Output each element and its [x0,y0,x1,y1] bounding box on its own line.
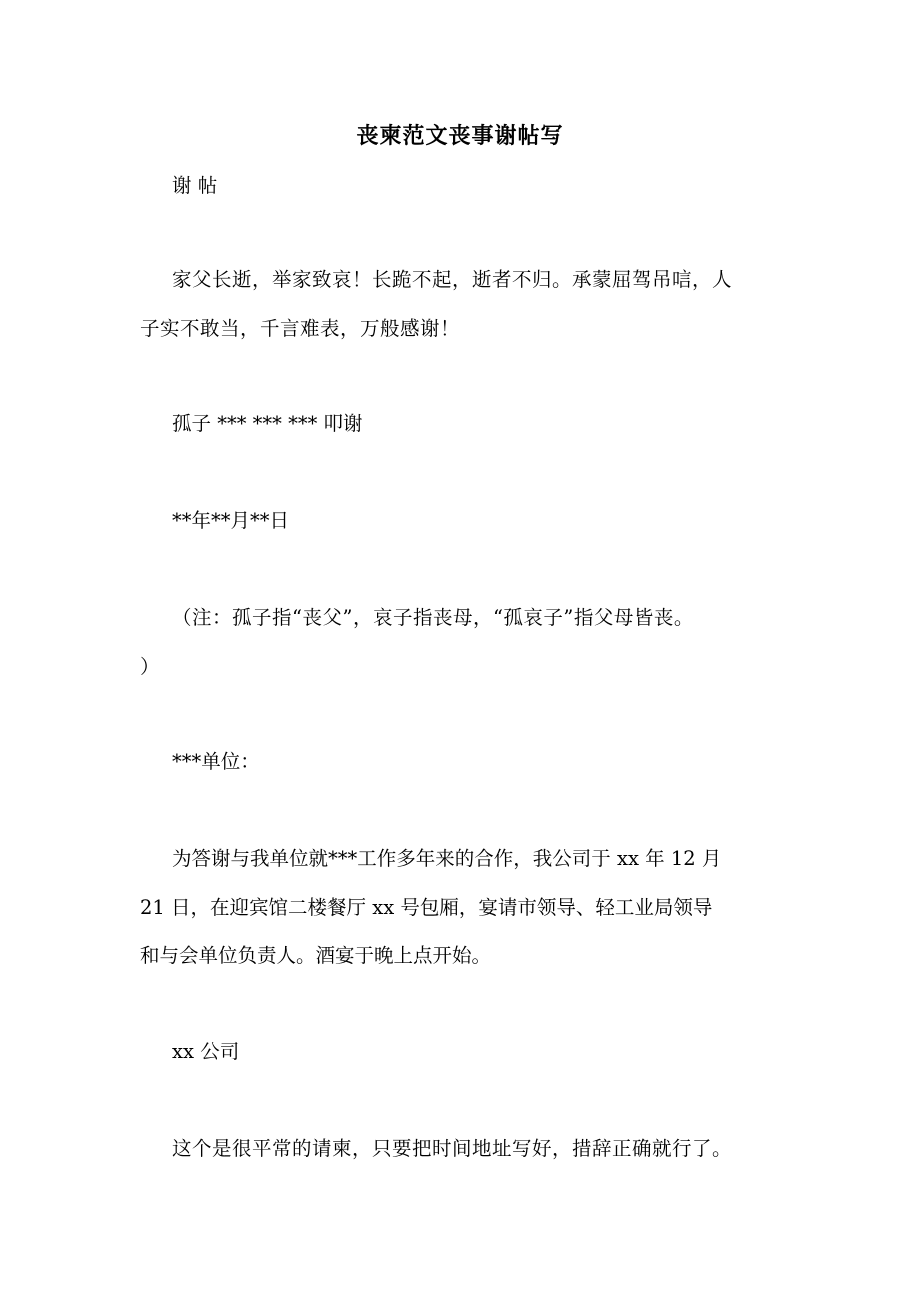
closing-text: 这个是很平常的请柬，只要把时间地址写好，措辞正确就行了。 [172,1137,733,1160]
document-title: 丧柬范文丧事谢帖写 [356,123,564,149]
paragraph1-line1: 家父长逝，举家致哀！长跪不起，逝者不归。承蒙屈驾吊唁，人 [172,268,733,291]
paragraph2-line2: 21 日，在迎宾馆二楼餐厅 xx 号包厢，宴请市领导、轻工业局领导 [140,896,713,919]
note-line1: （注：孤子指“丧父”，哀子指丧母，“孤哀子”指父母皆丧。 [172,606,694,629]
paragraph2-line1: 为答谢与我单位就***工作多年来的合作，我公司于 xx 年 12 月 [172,847,722,870]
company-text: xx 公司 [172,1040,240,1063]
paragraph2-line3: 和与会单位负责人。酒宴于晚上点开始。 [140,944,492,967]
paragraph1-line2: 子实不敢当，千言难表，万般感谢！ [140,317,461,340]
date-text: **年**月**日 [172,509,290,532]
addressee-text: ***单位： [172,750,260,773]
signature-text: 孤子 *** *** *** 叩谢 [172,412,363,435]
heading-text: 谢 帖 [172,174,218,197]
note-line2: ） [140,655,160,678]
